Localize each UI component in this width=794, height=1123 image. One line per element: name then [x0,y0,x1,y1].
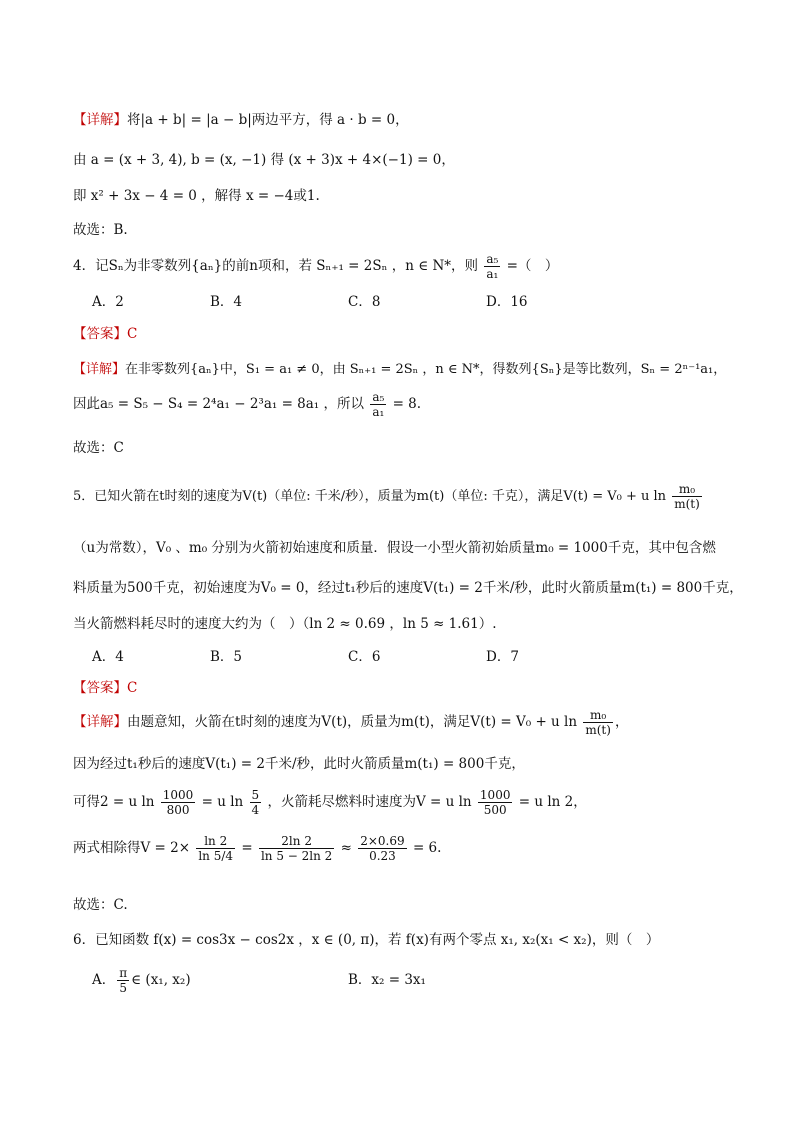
q5-stem-line3: 料质量为500千克，初始速度为V₀ = 0，经过t₁秒后的速度V(t₁) = 2千米/秒，此时火箭质量m(t₁) = 800千克， [73,580,743,596]
q6-options [92,966,426,995]
q3-detail-line3: 即 x² + 3x − 4 = 0 ，解得 x = −4或1. [73,188,320,204]
q3-detail-line2: 由 a = (x + 3, 4), b = (x, −1) 得 (x + 3)x + 4×(−1) = 0， [73,152,455,168]
detail-label: 【详解】 [73,112,127,128]
q5-detail-text1: 由题意知，火箭在t时刻的速度为V(t)，质量为m(t)，满足V(t) = V₀ + u ln [127,714,578,730]
q5-option-a: A．4 [92,649,124,665]
q5-choose: 故选：C. [73,897,128,913]
q4-stem-text: 4．记Sₙ为非零数列{aₙ}的前n项和，若 Sₙ₊₁ = 2Sₙ ，n ∈ N*，则 [73,258,479,274]
q5-stem-line2: （u为常数），V₀ 、m₀ 分别为火箭初始速度和质量．假设一小型火箭初始质量m₀ = 1000千克，其中包含燃 [73,540,716,556]
q3-detail-text1: 将|a + b| = |a − b|两边平方，得 a · b = 0， [127,112,409,128]
q5-detail-l3-d: = u ln 2， [518,794,587,810]
q4-option-c: C．8 [348,294,381,310]
q5-detail-tail: ， [614,714,629,730]
q5-detail-l3-frac1: $\frac{1000}{800}$ [162,788,194,817]
q5-stem-fraction: $\frac{\text{m₀}}{m(t)}$ [674,482,700,511]
q4-detail-fraction: $\frac{\text{a₅}}{\text{a₁}}$ [372,390,385,419]
q4-detail-text1: 在非零数列{aₙ}中，S₁ = a₁ ≠ 0，由 Sₙ₊₁ = 2Sₙ ，n ∈ N*，得数列{Sₙ}是等比数列，Sₙ = 2ⁿ⁻¹a₁， [125,362,727,377]
q4-stem-tail: =（ ） [506,258,559,274]
detail-label: 【详解】 [73,714,127,730]
q5-detail-l4-frac1: $\frac{\ln 2}{\ln 5/4}$ [198,834,234,863]
q4-detail-text2: 因此a₅ = S₅ − S₄ = 2⁴a₁ − 2³a₁ = 8a₁ ，所以 [73,396,365,412]
q5-stem-line4: 当火箭燃料耗尽时的速度大约为（ ）（ln 2 ≈ 0.69 ，ln 5 ≈ 1.61）. [73,616,497,632]
q4-option-b: B．4 [210,294,243,310]
q5-detail-l4-frac3: $\frac{2\times 0.69}{0.23}$ [360,834,405,863]
q5-detail-l3-b: = u ln [201,794,244,810]
q5-detail-l4-c: ≈ [340,840,352,856]
q4-answer [73,322,137,342]
q6-stem: 6．已知函数 f(x) = cos3x − cos2x ，x ∈ (0, π)，若 f(x)有两个零点 x₁, x₂(x₁ < x₂)，则（ ） [73,932,660,948]
q4-option-a: A．2 [92,294,124,310]
q5-detail-l3-c: ，火箭耗尽燃料时速度为V = u ln [267,794,472,810]
q5-detail-l3-a: 可得2 = u ln [73,794,155,810]
q5-detail-l4-a: 两式相除得V = 2× [73,840,191,856]
q5-detail-l3-frac2: $\frac{5}{4}$ [251,788,260,817]
detail-label: 【详解】 [73,362,126,377]
q6-option-b: B．x₂ = 3x₁ [348,972,426,988]
q5-detail-l4-d: = 6. [412,840,442,856]
q4-answer-value: C [127,326,138,342]
q6-option-a: A． $\frac{\pi}{5}$ ∈ (x₁, x₂) [92,966,191,995]
q5-option-b: B．5 [210,649,243,665]
q4-detail-line2 [73,390,421,419]
q3-detail-line1 [73,108,409,128]
q5-detail-line3 [73,788,587,817]
q4-fraction: $\frac{\text{a₅}}{\text{a₁}}$ [486,252,499,281]
q5-detail-l3-frac3: $\frac{1000}{500}$ [479,788,511,817]
q5-detail-line2: 因为经过t₁秒后的速度V(t₁) = 2千米/秒，此时火箭质量m(t₁) = 800千克， [73,756,525,772]
q4-stem [73,252,558,281]
q5-stem-line1 [73,482,704,511]
q5-detail-fraction: $\frac{\text{m₀}}{m(t)}$ [585,708,611,737]
q5-detail-line4 [73,834,441,863]
q5-detail-line1 [73,708,628,737]
q4-detail-tail: = 8. [392,396,422,412]
q5-options [92,645,519,665]
q3-choose: 故选：B. [73,222,128,238]
q4-options [92,290,528,310]
q4-detail-line1 [73,358,726,377]
q5-stem-text1: 5．已知火箭在t时刻的速度为V(t)（单位: 千米/秒），质量为m(t)（单位: 千克），满足V(t) = V₀ + u ln [73,489,667,504]
q4-option-d: D．16 [486,294,528,310]
q4-choose: 故选：C [73,440,124,456]
q5-detail-l4-b: = [241,840,253,856]
answer-label: 【答案】 [73,680,127,696]
q5-option-c: C．6 [348,649,381,665]
answer-label: 【答案】 [73,326,127,342]
q6-option-a-fraction: $\frac{\pi}{5}$ [119,966,128,995]
q5-answer [73,676,137,696]
q5-option-d: D．7 [486,649,519,665]
q5-answer-value: C [127,680,138,696]
q5-detail-l4-frac2: $\frac{2\ln 2}{\ln 5 - 2\ln 2}$ [260,834,333,863]
